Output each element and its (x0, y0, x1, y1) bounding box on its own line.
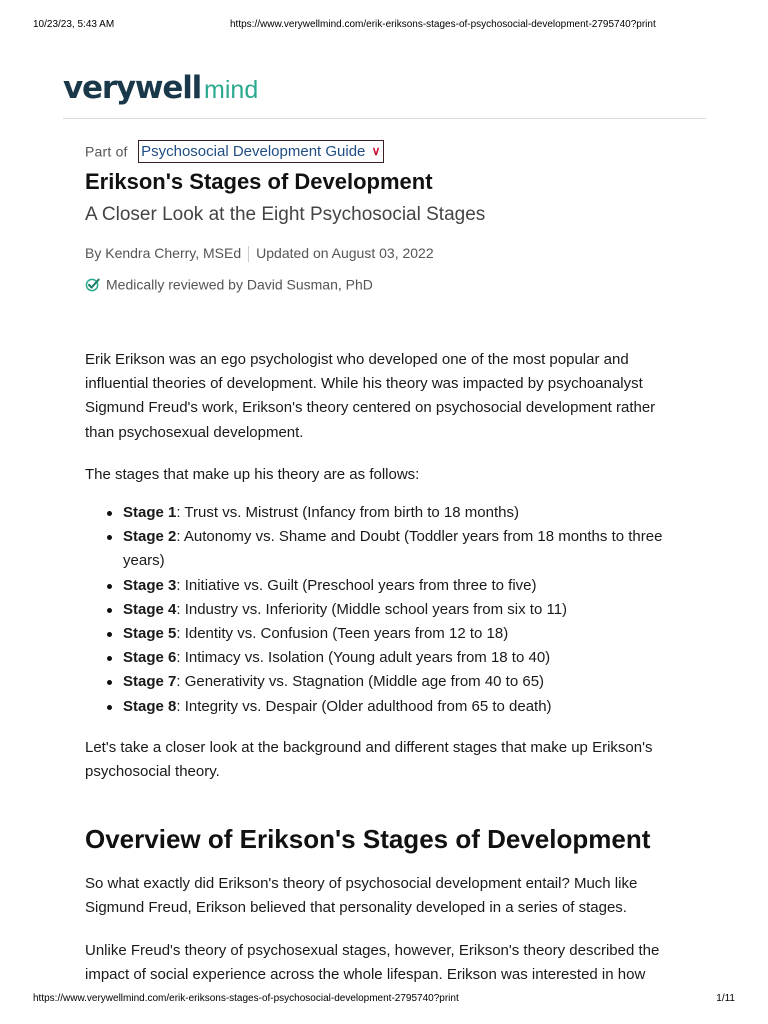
stages-intro: The stages that make up his theory are as follows: (85, 465, 420, 483)
reviewer-link[interactable]: Medically reviewed by David Susman, PhD (106, 276, 373, 293)
stage-label: Stage 2 (123, 528, 177, 546)
list-item (85, 574, 675, 598)
stage-text: : Identity vs. Confusion (Teen years from 12 to 18) (176, 625, 509, 643)
updated-date: Updated on August 03, 2022 (256, 245, 434, 261)
bullet (107, 656, 112, 661)
intro-paragraph: Erik Erikson was an ego psychologist who developed one of the most popular and influential theories of development. While his theory was impacted by psychoanalyst Sigmund Freud's work, Erikson's theory centered on psychosocial development rather than psychosexual development. (85, 351, 656, 441)
stage-label: Stage 1 (123, 504, 177, 522)
print-url: https://www.verywellmind.com/erik-eriksons-stages-of-psychosocial-development-2795740?print (230, 19, 656, 30)
stage-label: Stage 7 (123, 673, 177, 691)
stage-text: : Industry vs. Inferiority (Middle school years from six to 11) (176, 600, 568, 618)
stage-label: Stage 4 (123, 600, 177, 618)
logo-wordmark: verywell (63, 70, 202, 106)
print-timestamp: 10/23/23, 5:43 AM (33, 19, 115, 30)
footer-url: https://www.verywellmind.com/erik-eriksons-stages-of-psychosocial-development-2795740?print (33, 993, 459, 1004)
stage-text: : Intimacy vs. Isolation (Young adult years from 18 to 40) (176, 649, 551, 667)
bullet (107, 680, 112, 685)
list-item (85, 670, 675, 694)
stage-label: Stage 3 (123, 576, 177, 594)
stage-text: : Generativity vs. Stagnation (Middle age from 40 to 65) (176, 673, 545, 691)
stage-label: Stage 6 (123, 649, 177, 667)
overview-paragraph-1: So what exactly did Erikson's theory of psychosocial development entail? Much like Sigmund Freud, Erikson believed that personality developed in a series of stages. (85, 875, 638, 917)
chevron-down-icon: ∨ (371, 144, 381, 158)
stage-text: : Integrity vs. Despair (Older adulthood from 65 to death) (176, 697, 552, 715)
stage-label: Stage 5 (123, 625, 177, 643)
bullet (107, 511, 112, 516)
guide-dropdown-value: Psychosocial Development Guide (141, 143, 366, 160)
article-subtitle: A Closer Look at the Eight Psychosocial Stages (85, 204, 486, 225)
stage-text: : Trust vs. Mistrust (Infancy from birth to 18 months) (176, 504, 519, 522)
guide-prefix: Part of (85, 143, 128, 160)
overview-paragraph-2: Unlike Freud's theory of psychosexual stages, however, Erikson's theory described the impact of social experience across the whole lifespan. Erikson was interested in how (85, 941, 660, 983)
list-item (85, 525, 675, 573)
site-logo[interactable] (63, 70, 258, 112)
header-divider (63, 118, 706, 119)
stage-text: : Initiative vs. Guilt (Preschool years from three to five) (176, 576, 537, 594)
print-header (33, 19, 735, 33)
list-item (85, 622, 675, 646)
list-item (85, 646, 675, 670)
author-link[interactable]: By Kendra Cherry, MSEd (85, 245, 242, 261)
article-body (85, 348, 675, 1005)
byline-separator (248, 246, 249, 262)
list-item (85, 695, 675, 719)
stages-list (85, 501, 675, 719)
closer-look-paragraph: Let's take a closer look at the background and different stages that make up Erikson's psychosocial theory. (85, 738, 653, 781)
check-circle-icon (85, 277, 100, 292)
medical-review (85, 275, 373, 292)
list-item (85, 501, 675, 525)
stage-label: Stage 8 (123, 697, 177, 715)
guide-selector (85, 140, 384, 164)
bullet (107, 632, 112, 637)
overview-heading: Overview of Erikson's Stages of Development (85, 824, 651, 855)
bullet (107, 584, 112, 589)
bullet (107, 535, 112, 540)
bullet (107, 705, 112, 710)
list-item (85, 598, 675, 622)
byline (85, 245, 434, 262)
page-number: 1/11 (716, 993, 735, 1004)
article-title: Erikson's Stages of Development (85, 169, 433, 194)
guide-dropdown[interactable] (138, 140, 384, 163)
bullet (107, 608, 112, 613)
logo-sub: mind (204, 76, 259, 104)
stage-text: : Autonomy vs. Shame and Doubt (Toddler years from 18 months to three years) (123, 528, 663, 570)
